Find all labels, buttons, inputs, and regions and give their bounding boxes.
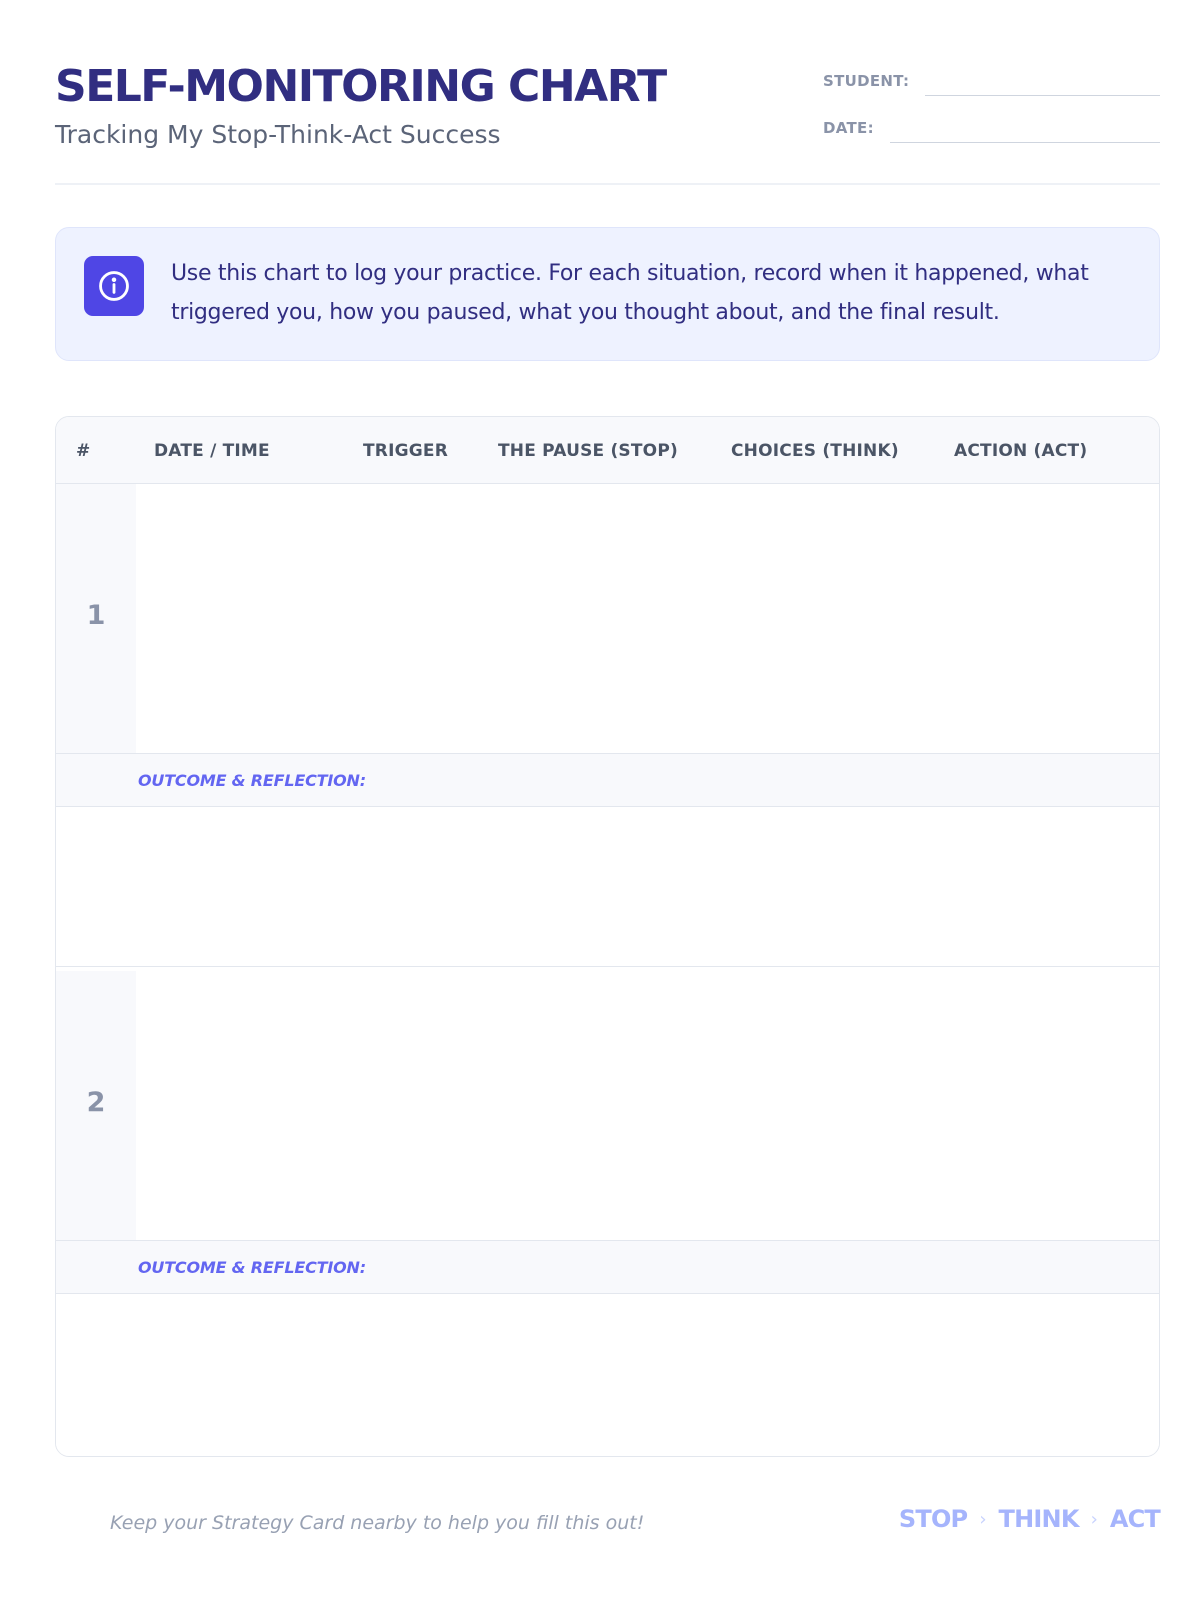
row-number: 2 — [86, 1087, 106, 1118]
log-table — [55, 416, 1160, 1457]
outcome-label: OUTCOME & REFLECTION: — [138, 1258, 366, 1277]
column-header-trigger: TRIGGER — [363, 441, 449, 461]
outcome-header — [56, 1241, 1159, 1294]
info-icon — [84, 256, 144, 316]
column-header-pause: THE PAUSE (STOP) — [498, 441, 678, 461]
outcome-header — [56, 754, 1159, 807]
chevron-right-icon: › — [979, 1508, 987, 1530]
row-number: 1 — [86, 600, 106, 631]
date-label: DATE: — [823, 119, 874, 137]
footer-note: Keep your Strategy Card nearby to help you fill this out! — [110, 1512, 645, 1534]
row-number-cell — [56, 971, 136, 1240]
outcome-reflection-area[interactable] — [56, 807, 1159, 967]
column-header-action: ACTION (ACT) — [954, 441, 1088, 461]
table-row[interactable] — [56, 971, 1159, 1241]
step-act: ACT — [1109, 1505, 1160, 1533]
student-input-line[interactable] — [925, 95, 1160, 96]
worksheet-page — [55, 0, 1160, 1600]
outcome-reflection-area[interactable] — [56, 1294, 1159, 1454]
table-header — [56, 417, 1159, 484]
date-input-line[interactable] — [890, 142, 1160, 143]
instructions-text: Use this chart to log your practice. For each situation, record when it happened, what triggered you, how you paused, what you thought about, and the final result. — [171, 261, 1089, 325]
table-row[interactable] — [56, 484, 1159, 754]
row-number-cell — [56, 484, 136, 753]
header — [55, 55, 1160, 185]
step-think: THINK — [998, 1505, 1079, 1533]
student-label: STUDENT: — [823, 72, 910, 90]
stop-think-act-steps — [899, 1505, 1160, 1533]
page-subtitle: Tracking My Stop-Think-Act Success — [55, 120, 501, 149]
chevron-right-icon: › — [1090, 1508, 1098, 1530]
page-title: SELF-MONITORING CHART — [55, 61, 666, 112]
date-field[interactable] — [823, 116, 1160, 146]
outcome-label: OUTCOME & REFLECTION: — [138, 771, 366, 790]
student-field[interactable] — [823, 69, 1160, 99]
column-header-choices: CHOICES (THINK) — [731, 441, 899, 461]
column-header-date-time: DATE / TIME — [154, 441, 270, 461]
column-header-number: # — [76, 441, 91, 461]
instructions-box — [55, 227, 1160, 361]
step-stop: STOP — [898, 1505, 968, 1533]
